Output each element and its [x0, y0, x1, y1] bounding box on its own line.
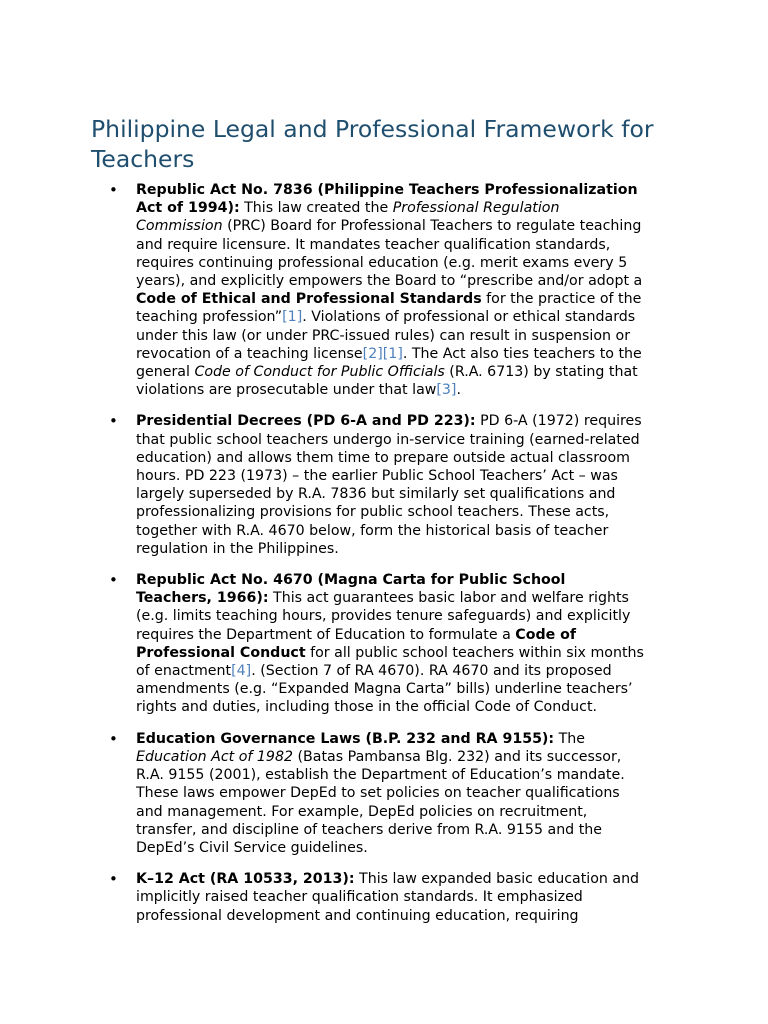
text-line	[136, 540, 682, 558]
reference-link[interactable]: [1]	[382, 345, 403, 362]
body-text: under this law (or under PRC-issued rules) can result in suspension or	[136, 327, 631, 344]
body-text: . Violations of professional or ethical standards	[302, 309, 636, 326]
bullet-icon: •	[109, 870, 118, 889]
text-line	[136, 730, 682, 748]
body-text: general	[136, 364, 195, 381]
body-text: and management. For example, DepEd policies on recruitment,	[136, 803, 588, 820]
italic-text: Code of Conduct for Public Officials	[194, 364, 445, 381]
body-text: The	[554, 730, 585, 747]
bold-text: K–12 Act (RA 10533, 2013):	[136, 871, 355, 888]
bold-text: Code of Ethical and Professional Standards	[136, 291, 482, 308]
text-line	[136, 449, 682, 467]
bold-text: Republic Act No. 4670 (Magna Carta for Public School	[136, 572, 566, 589]
bullet-icon: •	[109, 412, 118, 431]
body-text: rights and duties, including those in the official Code of Conduct.	[136, 699, 598, 716]
body-text: This law expanded basic education and	[354, 871, 640, 888]
body-text: .	[456, 382, 461, 399]
text-line	[136, 290, 682, 308]
bold-text: Teachers, 1966):	[136, 590, 269, 607]
text-line	[136, 784, 682, 802]
page-title: Philippine Legal and Professional Framework for Teachers	[91, 115, 654, 173]
text-line	[136, 217, 682, 235]
text-line	[136, 571, 682, 589]
text-line	[136, 607, 682, 625]
body-text: of enactment	[136, 663, 232, 680]
list-item	[0, 571, 682, 717]
bold-text: Act of 1994):	[136, 200, 240, 217]
text-line	[136, 839, 682, 857]
framework-list	[0, 181, 682, 925]
text-line	[136, 431, 682, 449]
text-line	[136, 907, 682, 925]
text-line	[136, 327, 682, 345]
body-text: teaching profession”	[136, 309, 283, 326]
body-text: for all public school teachers within six months	[305, 644, 644, 661]
bullet-icon: •	[109, 729, 118, 748]
reference-link[interactable]: [2]	[362, 345, 383, 362]
body-text: education) and allows them time to prepare outside actual classroom	[136, 449, 630, 466]
text-line	[136, 522, 682, 540]
text-line	[136, 748, 682, 766]
body-text: requires continuing professional education (e.g. merit exams every 5	[136, 254, 628, 271]
text-line	[136, 272, 682, 290]
body-text: DepEd’s Civil Service guidelines.	[136, 839, 368, 856]
body-text: professional development and continuing education, requiring	[136, 907, 579, 924]
bold-text: Code of	[515, 626, 577, 643]
text-line	[136, 345, 682, 363]
text-line	[136, 503, 682, 521]
text-line	[136, 412, 682, 430]
bullet-icon: •	[109, 571, 118, 590]
reference-link[interactable]: [1]	[282, 309, 303, 326]
body-text: together with R.A. 4670 below, form the historical basis of teacher	[136, 522, 609, 539]
list-item	[0, 181, 682, 399]
italic-text: Education Act of 1982	[136, 748, 294, 765]
bold-text: Republic Act No. 7836 (Philippine Teachers Professionalization	[136, 182, 638, 198]
text-line	[136, 644, 682, 662]
body-text: This act guarantees basic labor and welfare rights	[268, 590, 629, 607]
list-item	[0, 412, 682, 558]
bold-text: Professional Conduct	[136, 644, 306, 661]
italic-text: Professional Regulation	[392, 200, 560, 217]
body-text: . (Section 7 of RA 4670). RA 4670 and its proposed	[251, 663, 612, 680]
text-line	[136, 467, 682, 485]
text-line	[136, 589, 682, 607]
body-text: (R.A. 6713) by stating that	[444, 364, 638, 381]
text-line	[136, 381, 682, 399]
body-text: R.A. 9155 (2001), establish the Department of Education’s mandate.	[136, 767, 625, 784]
text-line	[136, 363, 682, 381]
text-line	[136, 888, 682, 906]
text-line	[136, 181, 682, 199]
text-line	[136, 766, 682, 784]
body-text: These laws empower DepEd to set policies on teacher qualifications	[136, 785, 620, 802]
text-line	[136, 308, 682, 326]
body-text: transfer, and discipline of teachers derive from R.A. 9155 and the	[136, 821, 602, 838]
body-text: years), and explicitly empowers the Board to “prescribe and/or adopt a	[136, 273, 643, 290]
text-line	[136, 626, 682, 644]
reference-link[interactable]: [4]	[231, 663, 252, 680]
bold-text: Education Governance Laws (B.P. 232 and RA 9155):	[136, 730, 555, 747]
body-text: requires the Department of Education to formulate a	[136, 626, 516, 643]
text-line	[136, 870, 682, 888]
bold-text: Presidential Decrees (PD 6-A and PD 223):	[136, 413, 476, 430]
body-text: for the practice of the	[481, 291, 642, 308]
body-text: and require licensure. It mandates teacher qualification standards,	[136, 236, 611, 253]
body-text: professionalizing provisions for public school teachers. These acts,	[136, 504, 610, 521]
body-text: that public school teachers undergo in-service training (earned-related	[136, 431, 640, 448]
body-text: violations are prosecutable under that law	[136, 382, 437, 399]
body-text: regulation in the Philippines.	[136, 540, 339, 557]
text-line	[136, 236, 682, 254]
body-text: hours. PD 223 (1973) – the earlier Public School Teachers’ Act – was	[136, 468, 618, 485]
text-line	[136, 485, 682, 503]
text-line	[136, 254, 682, 272]
body-text: . The Act also ties teachers to the	[402, 345, 642, 362]
body-text: (e.g. limits teaching hours, provides tenure safeguards) and explicitly	[136, 608, 631, 625]
body-text: revocation of a teaching license	[136, 345, 363, 362]
text-line	[136, 821, 682, 839]
text-line	[136, 199, 682, 217]
body-text: (PRC) Board for Professional Teachers to regulate teaching	[222, 218, 642, 235]
body-text: implicitly raised teacher qualification standards. It emphasized	[136, 889, 583, 906]
bullet-icon: •	[109, 181, 118, 199]
italic-text: Commission	[136, 218, 223, 235]
body-text: This law created the	[239, 200, 393, 217]
text-line	[136, 680, 682, 698]
body-text: PD 6-A (1972) requires	[475, 413, 642, 430]
list-item	[0, 730, 682, 857]
body-text: (Batas Pambansa Blg. 232) and its successor,	[293, 748, 622, 765]
reference-link[interactable]: [3]	[436, 382, 457, 399]
body-text: amendments (e.g. “Expanded Magna Carta” bills) underline teachers’	[136, 681, 633, 698]
list-item	[0, 870, 682, 925]
text-line	[136, 662, 682, 680]
text-line	[136, 803, 682, 821]
text-line	[136, 698, 682, 716]
body-text: largely superseded by R.A. 7836 but similarly set qualifications and	[136, 486, 616, 503]
